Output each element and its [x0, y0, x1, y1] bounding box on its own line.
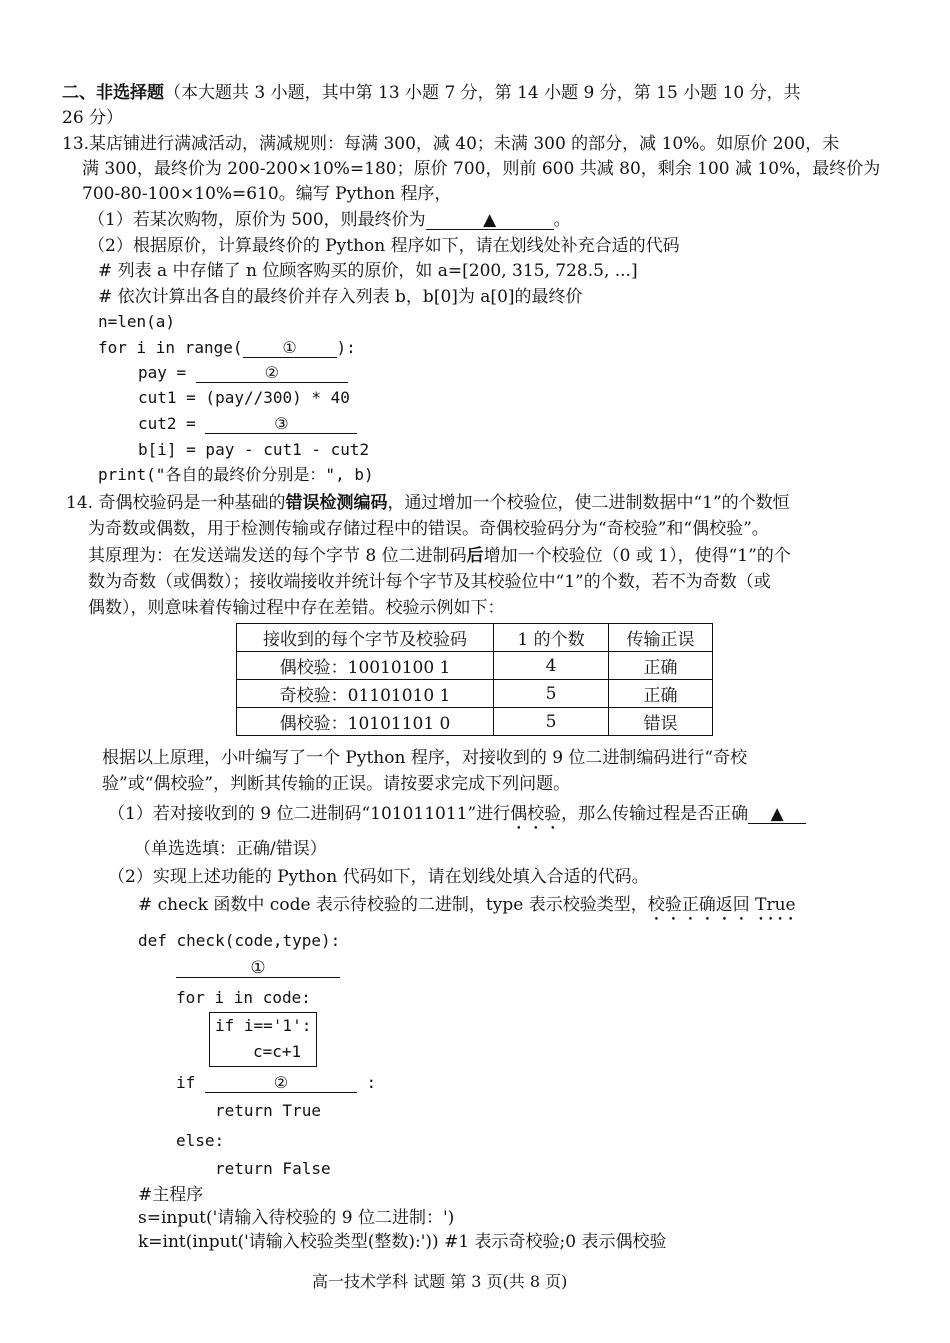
parity-example-table — [236, 623, 713, 736]
q14-p1-emphasis: 偶校验 — [510, 804, 562, 824]
q13-part1 — [88, 209, 571, 231]
answer-mark-icon: ▲ — [483, 210, 497, 230]
table-header: 接收到的每个字节及校验码 — [237, 624, 494, 652]
q13-code-bi: b[i] = pay - cut1 - cut2 — [138, 440, 370, 459]
q14-if2-kw: if — [176, 1073, 196, 1092]
q13-code-cut1: cut1 = (pay//300) * 40 — [138, 388, 350, 407]
q14-l3b: 后 — [466, 546, 484, 566]
table-cell: 奇校验：01101010 1 — [237, 680, 494, 708]
table-header-row — [237, 624, 713, 652]
q14-blank-2[interactable] — [205, 1074, 357, 1093]
q13-text-line1: 13.某店铺进行满减活动，满减规则：每满 300，减 40；未满 300 的部分，减 10%。如原价 200，未 — [62, 134, 840, 154]
q13-blank-1[interactable] — [243, 339, 337, 358]
q14-part1-hint: （单选选填：正确/错误） — [134, 839, 327, 859]
answer-mark-icon: ▲ — [770, 804, 784, 824]
section-title: 二、非选择题 — [62, 83, 164, 103]
q14-text-line2: 为奇数或偶数，用于检测传输或存储过程中的错误。奇偶校验码分为“奇校验”和“偶校验”。 — [88, 519, 769, 539]
q14-main-s: s=input('请输入待校验的 9 位二进制：') — [138, 1208, 455, 1228]
q14-code-return-true: return True — [215, 1101, 321, 1120]
blank-number: ① — [250, 958, 266, 978]
q13-for-pre: for i in range( — [98, 338, 243, 357]
q13-part1-end: 。 — [553, 210, 571, 230]
blank-number: ② — [273, 1073, 289, 1092]
page-footer: 高一技术学科 试题 第 3 页(共 8 页) — [312, 1272, 568, 1291]
blank-number: ③ — [274, 414, 289, 433]
q13-code-for — [98, 337, 356, 359]
q14-text-line3 — [88, 545, 791, 567]
q13-part2: （2）根据原价，计算最终价的 Python 程序如下，请在划线处补充合适的代码 — [88, 236, 680, 256]
q14-code-if1: if i=='1': — [215, 1016, 312, 1035]
q14-part1-answer-blank[interactable] — [748, 805, 806, 824]
q14-after-table-1: 根据以上原理，小叶编写了一个 Python 程序，对接收到的 9 位二进制编码进行“奇校 — [102, 748, 748, 768]
q14-code-comment — [138, 894, 796, 925]
table-cell: 正确 — [609, 652, 713, 680]
q14-l3a: 其原理为：在发送端发送的每个字节 8 位二进制码 — [88, 546, 467, 566]
blank-number: ① — [282, 338, 297, 357]
q14-text-line1 — [66, 492, 790, 514]
section-header — [62, 82, 801, 104]
q13-code-comment1: # 列表 a 中存储了 n 位顾客购买的原价，如 a=[200, 315, 728.5, ...] — [98, 261, 638, 281]
q14-part2: （2）实现上述功能的 Python 代码如下，请在划线处填入合适的代码。 — [108, 867, 649, 887]
q14-code-return-false: return False — [215, 1159, 331, 1178]
q14-code-inc: c=c+1 — [253, 1042, 302, 1061]
q13-part1-answer-blank[interactable] — [426, 211, 554, 230]
section-note: （本大题共 3 小题，其中第 13 小题 7 分，第 14 小题 9 分，第 15 小题 10 分，共 — [164, 83, 801, 103]
q13-for-post: ): — [336, 338, 356, 357]
section-note-cont: 26 分） — [62, 108, 124, 128]
q13-text-line3: 700-80-100×10%=610。编写 Python 程序， — [82, 184, 452, 204]
q14-code-else: else: — [176, 1131, 225, 1150]
q14-code-def: def check(code,type): — [138, 931, 341, 950]
q14-after-table-2: 验”或“偶校验”，判断其传输的正误。请按要求完成下列问题。 — [102, 774, 571, 794]
q14-comment-a: # check 函数中 code 表示待校验的二进制，type 表示校验类型， — [138, 895, 648, 915]
q14-comment-emphasis: 校验正确返回 True — [647, 895, 796, 915]
table-cell: 错误 — [609, 708, 713, 736]
q13-part1-text: （1）若某次购物，原价为 500，则最终价为 — [88, 210, 426, 230]
table-row — [237, 680, 713, 708]
table-cell: 4 — [494, 652, 609, 680]
q14-code-blank1-line — [176, 957, 340, 979]
q14-text-line5: 偶数），则意味着传输过程中存在差错。校验示例如下： — [88, 598, 505, 618]
table-header: 1 的个数 — [494, 624, 609, 652]
table-cell: 5 — [494, 680, 609, 708]
q14-code-for: for i in code: — [176, 988, 311, 1007]
table-cell: 5 — [494, 708, 609, 736]
q14-text-line4: 数为奇数（或偶数）；接收端接收并统计每个字节及其校验位中“1”的个数，若不为奇数（或 — [88, 572, 771, 592]
table-row — [237, 708, 713, 736]
q13-pay-label: pay = — [138, 363, 187, 382]
q13-code-print: print("各自的最终价分别是：", b) — [98, 465, 374, 484]
table-cell: 偶校验：10101101 0 — [237, 708, 494, 736]
q14-part1 — [108, 803, 806, 834]
blank-number: ② — [264, 363, 279, 382]
q13-code-cut2 — [138, 413, 357, 435]
q14-p1a: （1）若对接收到的 9 位二进制码“101011011”进行 — [108, 804, 511, 824]
q14-code-if2 — [176, 1072, 376, 1094]
q14-blank-1[interactable] — [176, 959, 340, 978]
q13-blank-3[interactable] — [205, 415, 357, 434]
table-row — [237, 652, 713, 680]
q14-main-k: k=int(input('请输入校验类型(整数):')) #1 表示奇校验;0 表示偶校验 — [138, 1232, 667, 1252]
q13-code-n: n=len(a) — [98, 312, 176, 331]
q14-if2-colon: : — [366, 1073, 377, 1092]
q13-cut2-label: cut2 = — [138, 414, 196, 433]
q14-keyword: 错误检测编码 — [285, 493, 388, 513]
q14-l1c: ，通过增加一个校验位，使二进制数据中“1”的个数恒 — [387, 493, 790, 513]
table-cell: 正确 — [609, 680, 713, 708]
q13-code-pay — [138, 362, 348, 384]
q13-text-line2: 满 300，最终价为 200-200×10%=180；原价 700，则前 600 共减 80，剩余 100 减 10%，最终价为 — [82, 159, 881, 179]
table-cell: 偶校验：10010100 1 — [237, 652, 494, 680]
q14-main-comment: #主程序 — [138, 1185, 204, 1205]
q13-blank-2[interactable] — [196, 364, 348, 383]
q14-l3c: 增加一个校验位（0 或 1），使得“1”的个 — [483, 546, 791, 566]
table-header: 传输正误 — [609, 624, 713, 652]
q14-p1c: ，那么传输过程是否正确 — [561, 804, 749, 824]
q13-code-comment2: # 依次计算出各自的最终价并存入列表 b，b[0]为 a[0]的最终价 — [98, 287, 583, 307]
q14-l1a: 14. 奇偶校验码是一种基础的 — [66, 493, 286, 513]
